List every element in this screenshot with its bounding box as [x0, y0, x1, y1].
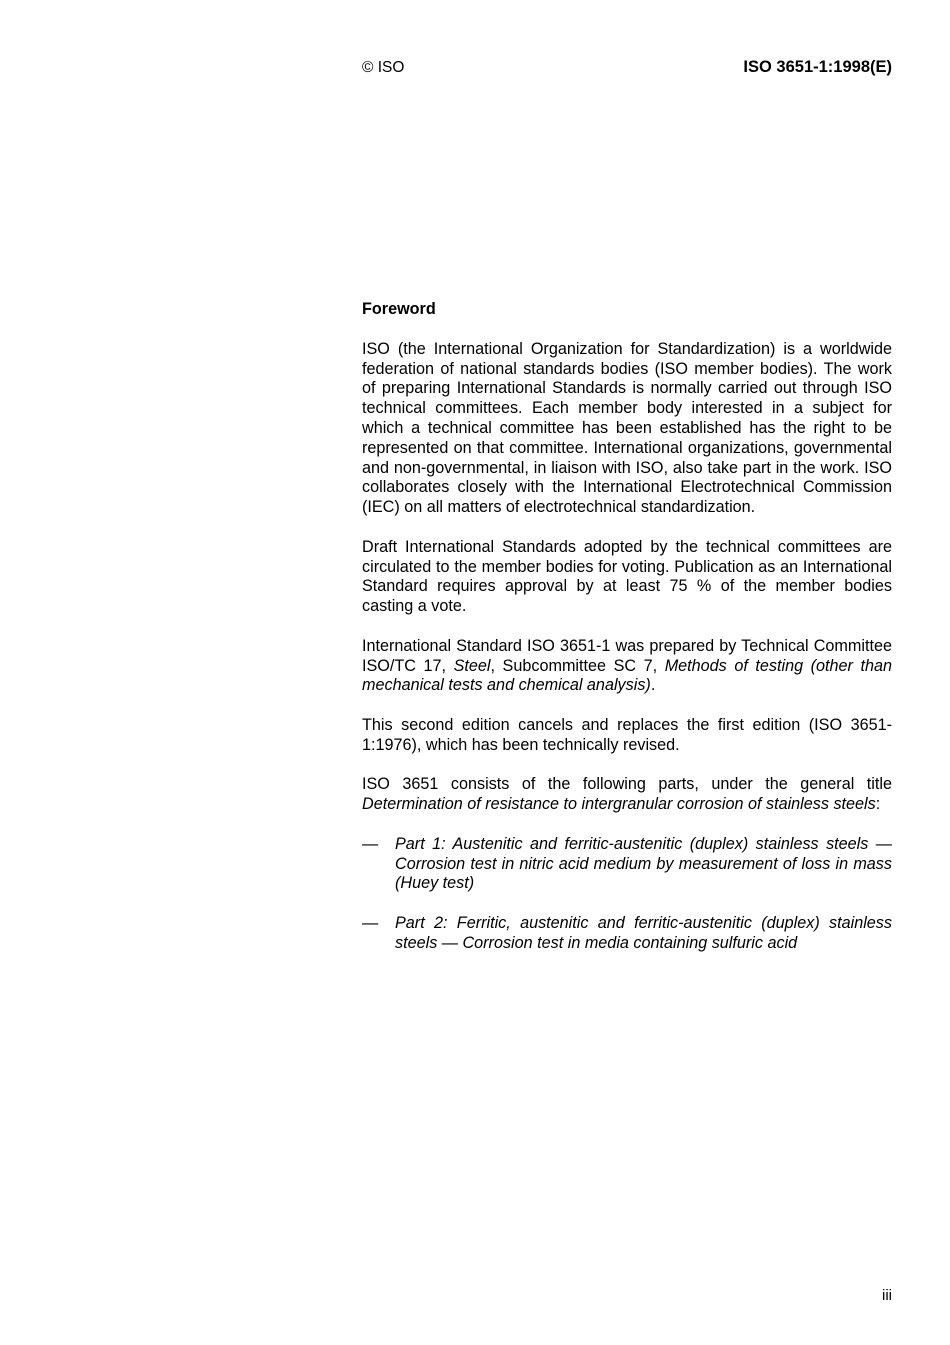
foreword-paragraph-3	[362, 637, 892, 696]
foreword-paragraph-4: This second edition cancels and replaces the first edition (ISO 3651-1:1976), which has been technically revised.	[362, 715, 892, 754]
foreword-title: Foreword	[362, 300, 436, 318]
foreword-paragraph-5	[362, 775, 892, 815]
p3-italic-methods: Methods of testing (other than mechanical tests and chemical analysis)	[362, 656, 892, 695]
copyright-notice: © ISO	[362, 59, 405, 76]
list-item	[362, 835, 892, 894]
page-number: iii	[882, 1287, 892, 1304]
foreword-section	[362, 300, 892, 973]
p3-text-b: , Subcommittee SC 7,	[490, 656, 665, 675]
document-identifier: ISO 3651-1:1998(E)	[743, 58, 892, 76]
p3-text-c: .	[650, 676, 656, 695]
p5-text-b: :	[875, 795, 881, 814]
list-item	[362, 914, 892, 954]
part-1-title: Part 1: Austenitic and ferritic-austenitic (duplex) stainless steels — Corrosion test in nitric acid medium by measurement of loss in mass (Huey test)	[395, 834, 892, 893]
list-dash: —	[362, 913, 379, 932]
p3-text-a: International Standard ISO 3651-1 was prepared by Technical Committee ISO/TC 17,	[362, 636, 892, 675]
foreword-paragraph-1: ISO (the International Organization for Standardization) is a worldwide federation of national standards bodies (ISO member bodies). The work of preparing International Standards is normally carried out through ISO technical committees. Each member body interested in a subject for which a technical committee has been established has the right to be represented on that committee. International organizations, governmental and non-governmental, in liaison with ISO, also take part in the work. ISO collaborates closely with the International Electrotechnical Commission (IEC) on all matters of electrotechnical standardization.	[362, 339, 892, 517]
p5-italic-title: Determination of resistance to intergranular corrosion of stainless steels	[362, 795, 876, 814]
p5-text-a: ISO 3651 consists of the following parts, under the general title	[362, 775, 892, 794]
p3-italic-steel: Steel	[453, 656, 491, 675]
list-dash: —	[362, 834, 379, 853]
part-2-title: Part 2: Ferritic, austenitic and ferritic-austenitic (duplex) stainless steels — Corrosion test in media containing sulfuric acid	[395, 913, 892, 952]
foreword-paragraph-2: Draft International Standards adopted by the technical committees are circulated to the member bodies for voting. Publication as an International Standard requires approval by at least 75 % of the member bodies casting a vote.	[362, 537, 892, 616]
